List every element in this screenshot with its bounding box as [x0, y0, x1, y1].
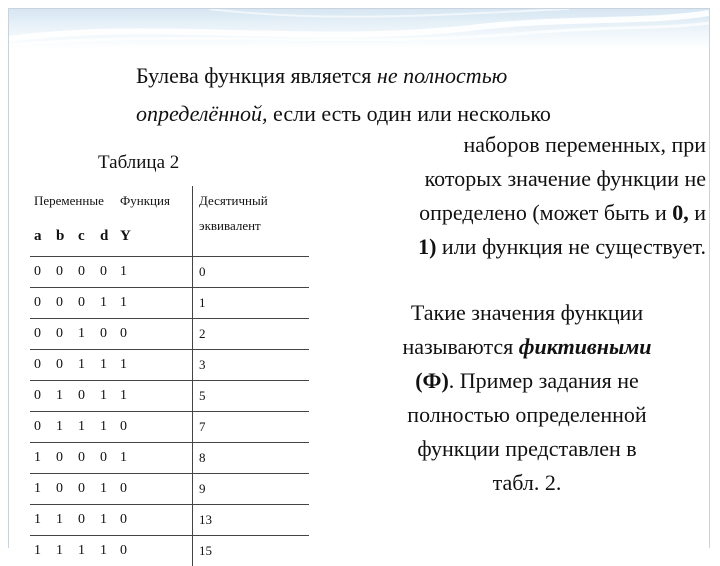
table-header-row [30, 186, 309, 216]
note-line: полностью определенной [342, 398, 712, 432]
variable-cell: 1 [30, 536, 52, 566]
variable-cell: 0 [52, 474, 74, 505]
variable-cell: 0 [74, 381, 96, 412]
variable-cell: 1 [74, 412, 96, 443]
definition-text [326, 128, 706, 264]
decimal-cell: 15 [193, 536, 310, 566]
variable-cell: 0 [30, 319, 52, 350]
term-fictitious: фиктивными [519, 334, 652, 359]
intro-emphasis: определённой, [136, 101, 268, 126]
table-row [30, 381, 309, 412]
variable-cell: 0 [52, 350, 74, 381]
note-line: табл. 2. [342, 466, 712, 500]
function-cell: 1 [118, 443, 193, 474]
header-variables: Переменные [30, 186, 118, 216]
definition-line: которых значение функции не [326, 162, 706, 196]
table-row [30, 443, 309, 474]
decimal-cell: 13 [193, 505, 310, 536]
variable-cell: 0 [30, 350, 52, 381]
variable-cell: 1 [52, 505, 74, 536]
variable-cell: 1 [74, 350, 96, 381]
table-row [30, 319, 309, 350]
table-row [30, 412, 309, 443]
function-cell: 1 [118, 350, 193, 381]
variable-cell: 0 [74, 288, 96, 319]
variable-cell: 1 [96, 350, 118, 381]
decimal-cell: 9 [193, 474, 310, 505]
table-row [30, 350, 309, 381]
col-b: b [52, 216, 74, 257]
col-y: Y [118, 216, 193, 257]
variable-cell: 0 [74, 443, 96, 474]
variable-cell: 1 [30, 474, 52, 505]
table-title: Таблица 2 [98, 152, 179, 174]
variable-cell: 0 [96, 443, 118, 474]
header-equivalent: эквивалент [193, 216, 310, 257]
variable-cell: 0 [52, 257, 74, 288]
fictitious-note [342, 296, 712, 500]
note-line: (Ф). Пример задания не [342, 364, 712, 398]
note-line: функции представлен в [342, 432, 712, 466]
variable-cell: 1 [96, 474, 118, 505]
function-cell: 1 [118, 257, 193, 288]
variable-cell: 1 [52, 536, 74, 566]
table-row [30, 536, 309, 566]
variable-cell: 0 [30, 288, 52, 319]
variable-cell: 1 [96, 381, 118, 412]
variable-cell: 1 [74, 319, 96, 350]
function-cell: 0 [118, 474, 193, 505]
col-d: d [96, 216, 118, 257]
decimal-cell: 2 [193, 319, 310, 350]
function-cell: 0 [118, 536, 193, 566]
function-cell: 1 [118, 381, 193, 412]
decimal-cell: 0 [193, 257, 310, 288]
variable-cell: 1 [52, 412, 74, 443]
term-symbol: (Ф) [415, 368, 449, 393]
variable-cell: 1 [96, 412, 118, 443]
function-cell: 0 [118, 319, 193, 350]
col-c: c [74, 216, 96, 257]
function-cell: 1 [118, 288, 193, 319]
variable-cell: 1 [96, 536, 118, 566]
intro-text: Булева функция является [136, 63, 377, 88]
header-banner [9, 9, 709, 49]
table-subheader-row [30, 216, 309, 257]
table-row [30, 288, 309, 319]
variable-cell: 0 [96, 257, 118, 288]
function-cell: 0 [118, 505, 193, 536]
variable-cell: 1 [96, 505, 118, 536]
variable-cell: 0 [52, 443, 74, 474]
variable-cell: 0 [30, 381, 52, 412]
variable-cell: 1 [30, 505, 52, 536]
truth-table [30, 186, 309, 566]
note-line: называются фиктивными [342, 330, 712, 364]
variable-cell: 0 [74, 474, 96, 505]
variable-cell: 0 [52, 319, 74, 350]
col-a: a [30, 216, 52, 257]
header-function: Функция [118, 186, 193, 216]
variable-cell: 1 [74, 536, 96, 566]
variable-cell: 0 [96, 319, 118, 350]
decimal-cell: 7 [193, 412, 310, 443]
variable-cell: 0 [74, 257, 96, 288]
definition-line: определено (может быть и 0, и [326, 196, 706, 230]
note-line: Такие значения функции [342, 296, 712, 330]
table-row [30, 474, 309, 505]
variable-cell: 1 [52, 381, 74, 412]
table-row [30, 257, 309, 288]
banner-wave-decoration [9, 9, 709, 49]
variable-cell: 1 [96, 288, 118, 319]
definition-line: 1) или функция не существует. [326, 230, 706, 264]
intro-line-1 [136, 60, 507, 92]
intro-emphasis: не полностью [377, 63, 507, 88]
variable-cell: 0 [74, 505, 96, 536]
intro-text: если есть один или несколько [268, 101, 551, 126]
decimal-cell: 3 [193, 350, 310, 381]
decimal-cell: 1 [193, 288, 310, 319]
variable-cell: 0 [30, 257, 52, 288]
variable-cell: 1 [30, 443, 52, 474]
decimal-cell: 5 [193, 381, 310, 412]
definition-line: наборов переменных, при [326, 128, 706, 162]
variable-cell: 0 [52, 288, 74, 319]
function-cell: 0 [118, 412, 193, 443]
table-row [30, 505, 309, 536]
variable-cell: 0 [30, 412, 52, 443]
header-decimal: Десятичный [193, 186, 310, 216]
decimal-cell: 8 [193, 443, 310, 474]
intro-line-2 [136, 98, 551, 130]
